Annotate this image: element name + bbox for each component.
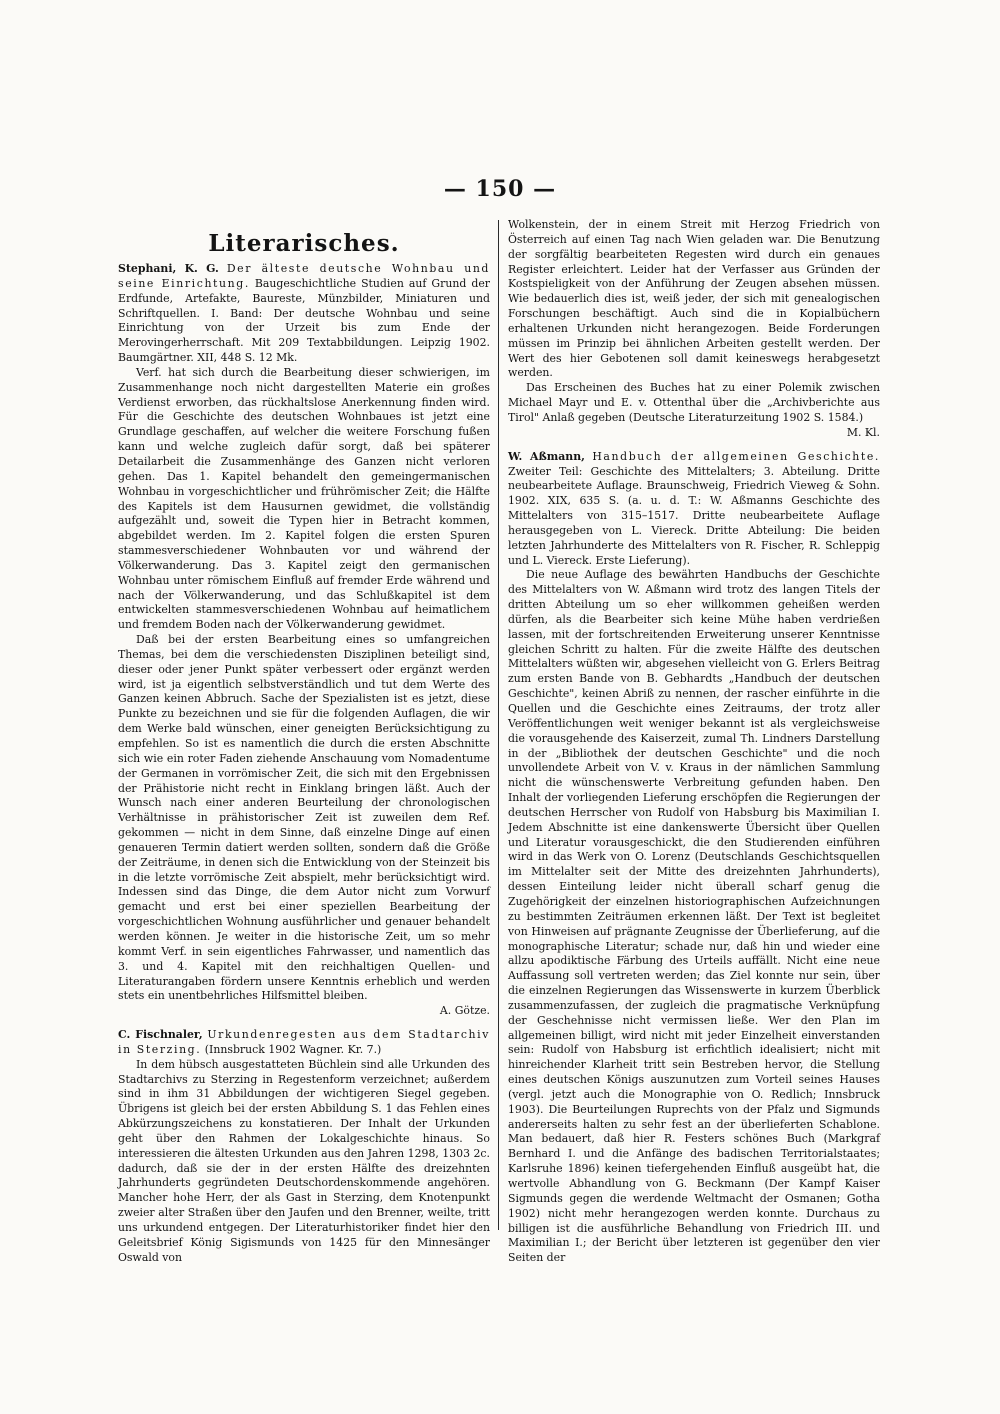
review-stephani [118,262,490,1019]
review-paragraph: Das Erscheinen des Buches hat zu einer Polemik zwischen Michael Mayr und E. v. Ottenthal über die „Archivberichte aus Tirol" Anlaß gegeben (Deutsche Literaturzeitung 1902 S. 1584.) [508,381,880,424]
review-header [118,262,490,366]
review-paragraph: In dem hübsch ausgestatteten Büchlein sind alle Urkunden des Stadtarchivs zu Sterzing in Regestenform verzeichnet; außerdem sind in ihm 31 Abbildungen der wichtigeren Siegel gegeben. Übrigens ist gleich bei der ersten Abbildung S. 1 das Fehlen eines Abkürzungszeichens zu konstatieren. Der Inhalt der Urkunden geht über den Rahmen der Lokalgeschichte hinaus. So interessieren die ältesten Urkunden aus den Jahren 1298, 1303 2c. dadurch, daß sie der in der ersten Hälfte des dreizehnten Jahrhunderts gegründeten Deutschordenskommende angehören. Mancher hohe Herr, der als Gast in Sterzing, dem Knotenpunkt zweier alter Straßen über den Jaufen und den Brenner, weilte, tritt uns urkundend entgegen. Der Literaturhistoriker findet hier den Geleitsbrief König Sigismunds von 1425 für den Minnesänger Oswald von [118,1057,490,1264]
review-signature: M. Kl. [846,425,880,439]
review-author: C. Fischnaler, [118,1028,203,1042]
section-heading: Literarisches. [208,230,400,257]
review-author: W. Aßmann, [508,449,585,463]
review-title: Urkundenregesten aus dem Stadtarchiv in Sterzing. [118,1028,490,1056]
review-title: Handbuch der allgemeinen Geschichte. [592,449,880,463]
review-bibliography: Zweiter Teil: Geschichte des Mittelalters; 3. Abteilung. Dritte neubearbeitete Auflage. Braunschweig, Friedrich Vieweg & Sohn. 1902. XIX, 635 S. (a. u. d. T.: W. Aßmanns Geschichte des Mittelalters von 315–1517. Dritte neubearbeitete Auflage herausgegeben von L. Viereck. Dritte Abteilung: Die beiden letzten Jahrhunderte des Mittelalters von R. Fischer, R. Schleppig und L. Viereck. Erste Lieferung). [508,464,880,567]
review-header [508,450,880,569]
review-fischnaler-continued [508,218,880,441]
spacer [508,441,880,450]
review-signature: A. Götze. [439,1004,490,1018]
review-fischnaler [118,1028,490,1266]
column-divider [498,220,499,1230]
review-title: Der älteste deutsche Wohnbau und seine Einrichtung. [118,262,490,290]
review-bibliography: (Innsbruck 1902 Wagner. Kr. 7.) [204,1042,382,1056]
spacer [118,1019,490,1028]
right-column [508,218,880,1266]
review-assmann [508,450,880,1266]
review-paragraph: Wolkenstein, der in einem Streit mit Herzog Friedrich von Österreich auf einen Tag nach Wien geladen war. Die Benutzung der sorgfältig bearbeiteten Regesten wird durch ein genaues Register erleichtert. Leider hat der Verfasser aus Gründen der Kostspieligkeit von der Anführung der Zeugen absehen müssen. Wie bedauerlich dies ist, weiß jeder, der sich mit genealogischen Forschungen beschäftigt. Auch sind die in Kopialbüchern erhaltenen Urkunden nicht herangezogen. Beide Forderungen müssen im Prinzip bei ähnlichen Arbeiten gestellt werden. Der Wert des hier Gebotenen soll damit keineswegs herabgesetzt werden. [508,218,880,380]
review-paragraph: Daß bei der ersten Bearbeitung eines so umfangreichen Themas, bei dem die verschiedensten Disziplinen beteiligt sind, dieser oder jener Punkt später verbessert oder ergänzt werden wird, ist ja eigentlich selbstverständlich und tut dem Werte des Ganzen keinen Abbruch. Sache der Spezialisten ist es jetzt, diese Punkte zu bezeichnen und sie für die folgenden Auflagen, die wir dem Werke bald wünschen, einer geneigten Berücksichtigung zu empfehlen. So ist es namentlich die durch die ersten Abschnitte sich wie ein roter Faden ziehende Anschauung vom Nomadentume der Germanen in vorrömischer Zeit, die sich mit den Ergebnissen der Prähistorie nicht recht in Einklang bringen läßt. Auch der Wunsch nach einer anderen Beurteilung der chronologischen Verhältnisse in prähistorischer Zeit ist zuweilen dem Ref. gekommen — nicht in dem Sinne, daß einzelne Dinge auf einen genaueren Termin datiert werden sollten, sondern daß die Größe der Zeiträume, in denen sich die Entwicklung von der Steinzeit bis in die letzte vorrömische Zeit abspielt, mehr berücksichtigt wird. Indessen sind das Dinge, die dem Autor nicht zum Vorwurf gemacht und erst bei einer speziellen Bearbeitung der vorgeschichtlichen Wohnung ausführlicher und genauer behandelt werden können. Je weiter in die historische Zeit, um so mehr kommt Verf. in sein eigentliches Fahrwasser, und namentlich das 3. und 4. Kapitel mit den reichhaltigen Quellen- und Literaturangaben fördern unsere Kenntnis erheblich und werden stets ein unentbehrliches Hilfsmittel bleiben. [118,633,490,1003]
review-bibliography: Baugeschichtliche Studien auf Grund der Erdfunde, Artefakte, Baureste, Münzbilder, Miniaturen und Schriftquellen. I. Band: Der deutsche Wohnbau und seine Einrichtung von der Urzeit bis zum Ende der Merovingerherrschaft. Mit 209 Textabbildungen. Leipzig 1902. Baumgärtner. XII, 448 S. 12 Mk. [118,276,490,365]
review-paragraph: Verf. hat sich durch die Bearbeitung dieser schwierigen, im Zusammenhange noch nicht dargestellten Materie ein großes Verdienst erworben, das rückhaltslose Anerkennung finden wird. Für die Geschichte des deutschen Wohnbaues ist jetzt eine Grundlage geschaffen, auf welcher die weitere Forschung fußen kann und welche zugleich dafür sorgt, daß bei späterer Detailarbeit die Zusammenhänge des Ganzen nicht verloren gehen. Das 1. Kapitel behandelt den gemeingermanischen Wohnbau in vorgeschichtlicher und frührömischer Zeit; die Hälfte des Kapitels ist dem Hausurnen gewidmet, die vollständig aufgezählt und, soweit die Typen hier in Betracht kommen, abgebildet werden. Im 2. Kapitel folgen die ersten Spuren stammesverschiedener Wohnbauten vor und während der Völkerwanderung. Das 3. Kapitel zeigt den germanischen Wohnbau unter römischem Einfluß auf fremder Erde während und nach der Völkerwanderung, und das Schlußkapitel ist dem entwickelten stammesverschiedenen Wohnbau auf heimatlichem und fremdem Boden nach der Völkerwanderung gewidmet. [118,365,490,632]
left-column [118,218,490,1266]
page-number: — 150 — [443,176,557,202]
review-paragraph: Die neue Auflage des bewährten Handbuchs der Geschichte des Mittelalters von W. Aßmann wird trotz des langen Titels der dritten Abteilung um so eher willkommen geheißen werden dürfen, als die Bearbeiter sich keine Mühe haben verdrießen lassen, mit der fortschreitenden Erweiterung unserer Kenntnisse gleichen Schritt zu halten. Für die zweite Hälfte des deutschen Mittelalters wüßten wir, abgesehen vielleicht von G. Erlers Beitrag zum ersten Bande von B. Gebhardts „Handbuch der deutschen Geschichte", keinen Abriß zu nennen, der rascher einführte in die Quellen und die Geschichte eines Zeitraums, der trotz aller Veröffentlichungen weit weniger bekannt ist als vergleichsweise die vorausgehende des Kaiserzeit, zumal Th. Lindners Darstellung in der „Bibliothek der deutschen Geschichte" und die noch unvollendete Arbeit von V. v. Kraus in der nämlichen Sammlung nicht die wünschenswerte Verbreitung gefunden haben. Den Inhalt der vorliegenden Lieferung erschöpfen die Regierungen der deutschen Herrscher von Rudolf von Habsburg bis Maximilian I. Jedem Abschnitte ist eine dankenswerte Übersicht über Quellen und Literatur vorausgeschickt, die den Studierenden einführen wird in das Werk von O. Lorenz (Deutschlands Geschichtsquellen im Mittelalter seit der Mitte des dreizehnten Jahrhunderts), dessen Einteilung leider nicht überall scharf genug die Zugehörigkeit der einzelnen historiographischen Aufzeichnungen zu bestimmten Zeiträumen erkennen läßt. Der Text ist begleitet von Hinweisen auf prägnante Zeugnisse der Überlieferung, auf die monographische Literatur; schade nur, daß hin und wieder eine allzu apodiktische Färbung des Urteils auffällt. Nicht eine neue Auffassung soll vertreten werden; das Ziel konnte nur sein, über die einzelnen Regierungen das Wissenswerte in kurzem Überblick zusammenzufassen, der zugleich die pragmatische Verknüpfung der Geschehnisse nicht vermissen ließe. Wer den Plan im allgemeinen billigt, wird nicht mit jeder Einzelheit einverstanden sein: Rudolf von Habsburg ist erfichtlich idealisiert; nicht mit hinreichender Klarheit tritt sein Bestreben hervor, die Stellung eines deutschen Königs auszunutzen zum Vorteil seines Hauses (vergl. jetzt auch die Monographie von O. Redlich; Innsbruck 1903). Die Beurteilungen Ruprechts von der Pfalz und Sigmunds andererseits halten zu sehr fest an der überlieferten Schablone. Man bedauert, daß hier R. Festers schönes Buch (Markgraf Bernhard I. und die Anfänge des badischen Territorialstaates; Karlsruhe 1896) keinen tiefergehenden Einfluß ausgeübt hat, die wertvolle Abhandlung von G. Beckmann (Der Kampf Kaiser Sigmunds gegen die werdende Weltmacht der Osmanen; Gotha 1902) nicht mehr herangezogen werden konnte. Durchaus zu billigen ist die ausführliche Behandlung von Friedrich III. und Maximilian I.; der Bericht über letzteren ist gegenüber den vier Seiten der [508,568,880,1265]
review-header [118,1028,490,1058]
review-author: Stephani, K. G. [118,262,219,275]
